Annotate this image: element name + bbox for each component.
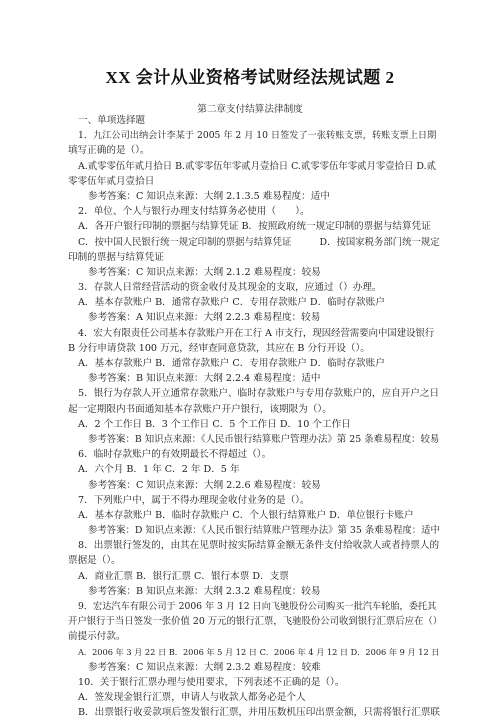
text-line: 参考答案：B 知识点来源：大纲 2.3.2 难易程度：较易 (88, 585, 321, 597)
text-line: 起一定期限内书面通知基本存款账户开户银行，该期限为（）。 (68, 403, 332, 415)
text-line: 票据是（）。 (68, 555, 121, 567)
text-line: 1．九江公司出纳会计李某于 2005 年 2 月 10 日签发了一张转账支票，转账支票上日期 (78, 130, 437, 142)
text-line: 10．关于银行汇票办理与使用要求，下列表述不正确的是（）。 (78, 676, 345, 688)
text-line: 填写正确的是（）。 (68, 145, 150, 157)
text-line: 6．临时存款账户的有效期最长不得超过（）。 (78, 449, 272, 461)
document-title: XX 会计从业资格考试财经法规试题 2 (105, 68, 395, 87)
text-line: A．基本存款账户 B．临时存款账户 C．个人银行结算账户 D．单位银行卡账户 (78, 509, 414, 521)
text-line: 参考答案：C 知识点来源：大纲 2.1.2 难易程度：较易 (88, 266, 321, 278)
text-line: A．2006 年 3 月 22 日 B．2006 年 5 月 12 日 C．2006 年 4 月 12 日 D．2006 年 9 月 12 日 (78, 646, 440, 657)
text-line: 印制的票据与结算凭证 (68, 251, 164, 263)
text-line: 5．银行为存款人开立通常存款账户、临时存款账户与专用存款账户的，应自开户之日 (78, 388, 440, 400)
text-line: 参考答案：C 知识点来源：大纲 2.2.6 难易程度：较易 (88, 479, 321, 491)
text-line: 4．宏大有限责任公司基本存款账户开在工行 A 市支行，现因经营需要向中国建设银行 (78, 327, 435, 339)
text-line: A．各开户银行印制的票据与结算凭证 B．按照政府统一规定印制的票据与结算凭证 (78, 221, 431, 233)
text-line: A．2 个工作日 B．3 个工作日 C．5 个工作日 D．10 个工作日 (78, 418, 351, 430)
text-line: 参考答案：D 知识点来源：《人民币银行结算账户管理办法》第 35 条难易程度：适中 (88, 525, 440, 537)
text-line: 参考答案：B 知识点来源：大纲 2.2.4 难易程度：适中 (88, 373, 321, 385)
text-line: 零零伍年贰月壹拾日 (68, 175, 155, 187)
text-line: 一、单项选择题 (78, 115, 146, 126)
text-line: A．六个月 B．1 年 C．2 年 D．5 年 (78, 464, 240, 476)
text-line: 开户银行于当日签发一张价值 20 万元的银行汇票，飞驰股份公司收到银行汇票后应在（） (68, 616, 443, 628)
text-line: 7．下列账户中，属于不得办理现金收付业务的是（）。 (78, 494, 310, 506)
chapter-heading: 第二章支付结算法律制度 (197, 104, 303, 115)
text-line: A．基本存款账户 B．通常存款账户 C．专用存款账户 D．临时存款账户 (78, 358, 385, 369)
text-line: C．按中国人民银行统一规定印制的票据与结算凭证 D．按国家税务部门统一规定 (78, 236, 440, 248)
text-line: B 分行申请贷款 100 万元，经审查同意贷款，其应在 B 分行开设（）。 (68, 342, 370, 354)
text-line: 参考答案：A 知识点来源：大纲 2.2.3 难易程度：较易 (88, 312, 321, 324)
text-line: A.贰零零伍年贰月拾日 B.贰零零伍年零贰月壹拾日 C.贰零零伍年零贰月零壹拾日 D.贰 (78, 160, 436, 172)
text-line: 2．单位、个人与银行办理支付结算务必使用（ ）。 (78, 206, 310, 218)
text-line: 参考答案：C 知识点来源：大纲 2.1.3.5 难易程度：适中 (88, 190, 330, 202)
text-line: B．出票银行收妥款项后签发银行汇票，并用压数机压印出票金额，只需将银行汇票联 (78, 707, 441, 719)
text-line: A．基本存款账户 B．通常存款账户 C．专用存款账户 D．临时存款账户 (78, 297, 385, 309)
text-line: A．商业汇票 B．银行汇票 C．银行本票 D．支票 (78, 570, 289, 582)
document-body (68, 113, 442, 721)
text-line: 前提示付款。 (68, 631, 126, 643)
text-line: 3．存款人日常经营活动的资金收付及其现金的支取，应通过（）办理。 (78, 282, 382, 294)
text-line: A．签发现金银行汇票，申请人与收款人都务必是个人 (78, 692, 306, 704)
text-line: 参考答案：C 知识点来源：大纲 2.3.2 难易程度：较难 (88, 661, 321, 673)
text-line: 9．宏达汽车有限公司于 2006 年 3 月 12 日向飞驰股份公司购买一批汽车轮胎，委托其 (78, 601, 437, 612)
text-line: 参考答案：B 知识点来源：《人民币银行结算账户管理办法》第 25 条难易程度：较易 (88, 433, 440, 445)
text-line: 8．出票银行签发的，由其在见票时按实际结算金额无条件支付给收款人或者持票人的 (78, 540, 440, 552)
